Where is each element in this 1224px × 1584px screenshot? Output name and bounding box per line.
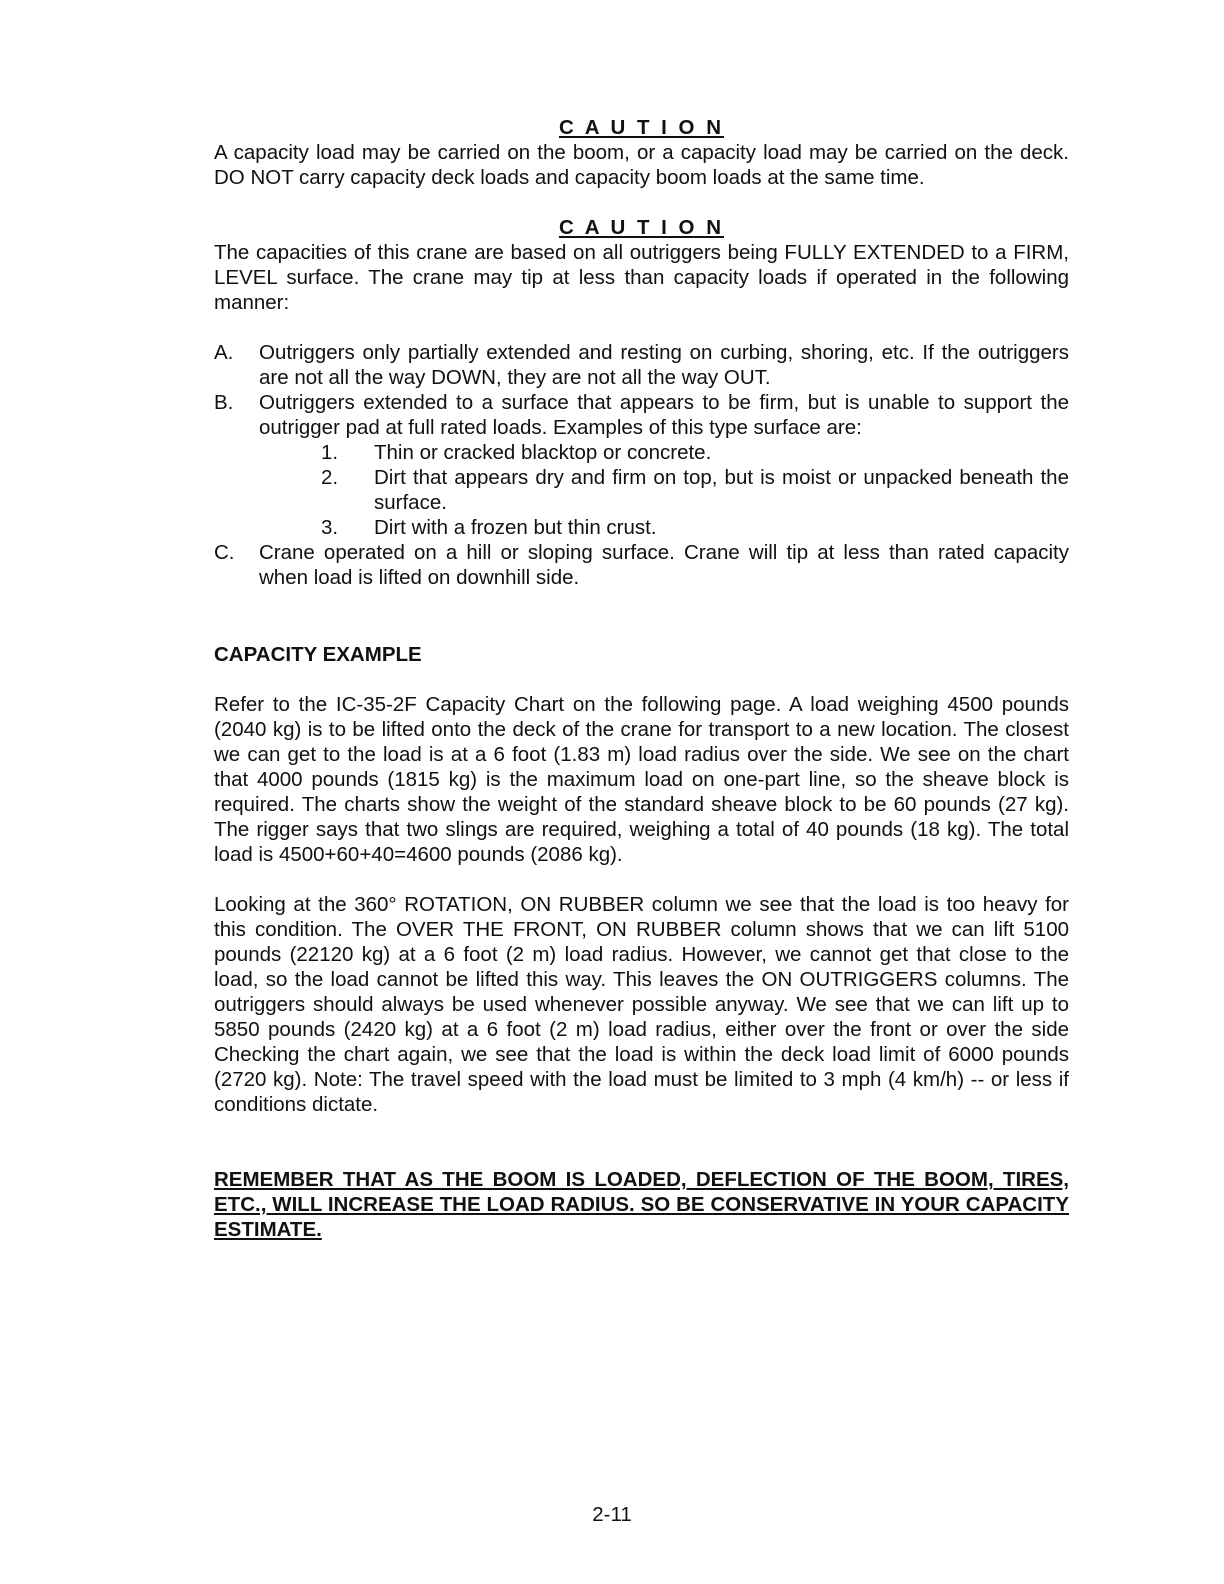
- condition-list: [214, 340, 1069, 440]
- list-item-b: [214, 390, 1069, 440]
- sub-marker: 2.: [321, 466, 339, 489]
- sub-item-text: Dirt with a frozen but thin crust.: [374, 516, 657, 539]
- caution-heading-2: C A U T I O N: [558, 216, 725, 239]
- list-marker: B.: [214, 391, 234, 414]
- sub-marker: 3.: [321, 516, 339, 539]
- caution-text-1: A capacity load may be carried on the boom, or a capacity load may be carried on the deck. DO NOT carry capacity deck loads and capacity boom loads at the same time.: [214, 141, 1069, 189]
- caution-heading-1: C A U T I O N: [558, 116, 725, 139]
- document-page: [214, 115, 1069, 1242]
- page-number: 2-11: [592, 1503, 632, 1526]
- list-item-text: Outriggers only partially extended and resting on curbing, shoring, etc. If the outriggers are not all the way DOWN, they are not all the way OUT.: [259, 341, 1069, 389]
- list-marker: A.: [214, 341, 234, 364]
- sub-item-text: Dirt that appears dry and firm on top, but is moist or unpacked beneath the surface.: [374, 466, 1069, 514]
- list-item-a: [214, 340, 1069, 390]
- capacity-example-paragraph-1: Refer to the IC-35-2F Capacity Chart on the following page. A load weighing 4500 pounds (2040 kg) is to be lifted onto the deck of the crane for transport to a new location. The closest we can get to the load is at a 6 foot (1.83 m) load radius over the side. We see on the chart that 4000 pounds (1815 kg) is the maximum load on one-part line, so the sheave block is required. The charts show the weight of the standard sheave block to be 60 pounds (27 kg). The rigger says that two slings are required, weighing a total of 40 pounds (18 kg). The total load is 4500+60+40=4600 pounds (2086 kg).: [214, 693, 1069, 866]
- list-item-c: [214, 540, 1069, 590]
- sub-item-1: [214, 440, 1069, 465]
- sub-item-3: [214, 515, 1069, 540]
- list-item-text: Outriggers extended to a surface that appears to be firm, but is unable to support the outrigger pad at full rated loads. Examples of this type surface are:: [259, 391, 1069, 439]
- condition-list-continued: [214, 540, 1069, 590]
- conservative-estimate-warning: REMEMBER THAT AS THE BOOM IS LOADED, DEFLECTION OF THE BOOM, TIRES, ETC., WILL INCREASE THE LOAD RADIUS. SO BE CONSERVATIVE IN YOUR CAPACITY ESTIMATE.: [214, 1168, 1069, 1241]
- surface-examples-list: [214, 440, 1069, 540]
- sub-item-text: Thin or cracked blacktop or concrete.: [374, 441, 712, 464]
- capacity-example-paragraph-2: Looking at the 360° ROTATION, ON RUBBER column we see that the load is too heavy for this condition. The OVER THE FRONT, ON RUBBER column shows that we can lift 5100 pounds (22120 kg) at a 6 foot (2 m) load radius. However, we cannot get that close to the load, so the load cannot be lifted this way. This leaves the ON OUTRIGGERS columns. The outriggers should always be used whenever possible anyway. We see that we can lift up to 5850 pounds (2420 kg) at a 6 foot (2 m) load radius, either over the front or over the side Checking the chart again, we see that the load is within the deck load limit of 6000 pounds (2720 kg). Note: The travel speed with the load must be limited to 3 mph (4 km/h) -- or less if conditions dictate.: [214, 893, 1069, 1116]
- sub-item-2: [214, 465, 1069, 515]
- list-item-text: Crane operated on a hill or sloping surface. Crane will tip at less than rated capacity when load is lifted on downhill side.: [259, 541, 1069, 589]
- capacity-example-title: CAPACITY EXAMPLE: [214, 643, 422, 666]
- list-marker: C.: [214, 541, 235, 564]
- caution-text-2: The capacities of this crane are based on all outriggers being FULLY EXTENDED to a FIRM, LEVEL surface. The crane may tip at less than capacity loads if operated in the following manner:: [214, 241, 1069, 314]
- sub-marker: 1.: [321, 441, 339, 464]
